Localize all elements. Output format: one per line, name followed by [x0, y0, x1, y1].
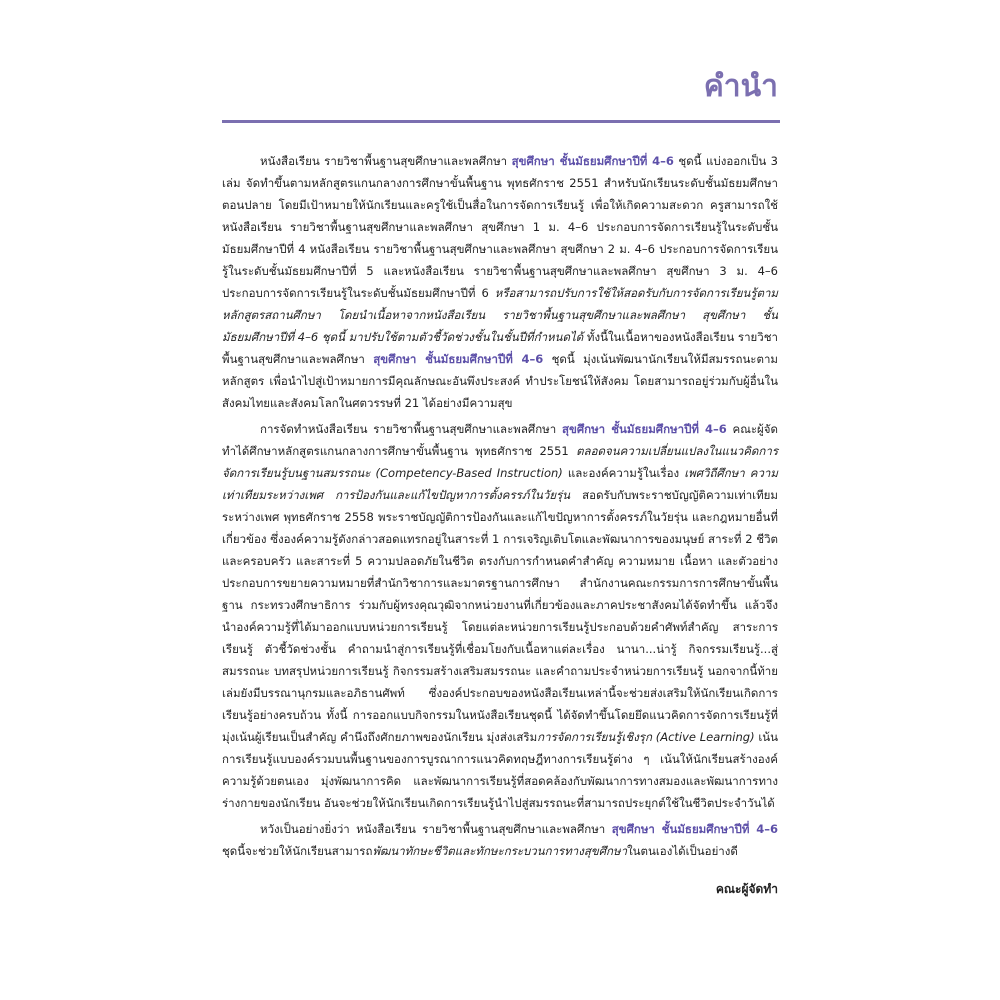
preface-body	[222, 150, 778, 866]
title-divider	[222, 120, 780, 123]
signature: คณะผู้จัดทำ	[715, 882, 778, 896]
text-segment: การจัดการเรียนรู้เชิงรุก (Active Learning)	[537, 730, 755, 744]
paragraph-1	[222, 150, 778, 414]
text-segment: ชุดนี้ แบ่งออกเป็น 3 เล่ม จัดทำขึ้นตามหลักสูตรแกนกลางการศึกษาขั้นพื้นฐาน พุทธศักราช 2551 สำหรับนักเรียนระดับชั้นมัธยมศึกษาตอนปลาย โดยมีเป้าหมายให้นักเรียนและครูใช้เป็นสื่อในการจัดการเรียนรู้ เพื่อให้เกิดความสะดวก ครูสามารถใช้หนังสือเรียน รายวิชาพื้นฐานสุขศึกษาและพลศึกษา สุขศึกษา 1 ม. 4–6 ประกอบการจัดการเรียนรู้ในระดับชั้นมัธยมศึกษาปีที่ 4 หนังสือเรียน รายวิชาพื้นฐานสุขศึกษาและพลศึกษา สุขศึกษา 2 ม. 4–6 ประกอบการจัดการเรียนรู้ในระดับชั้นมัธยมศึกษาปีที่ 5 และหนังสือเรียน รายวิชาพื้นฐานสุขศึกษาและพลศึกษา สุขศึกษา 3 ม. 4–6 ประกอบการจัดการเรียนรู้ในระดับชั้นมัธยมศึกษาปีที่ 6	[222, 154, 778, 300]
text-segment: คณะผู้จัดทำได้ศึกษาหลักสูตรแกนกลางการศึกษาขั้นพื้นฐาน พุทธศักราช 2551	[222, 422, 779, 458]
text-segment: ทั้งนี้ในเนื้อหาของหนังสือเรียน รายวิชาพื้นฐานสุขศึกษาและพลศึกษา	[222, 330, 778, 366]
text-segment: หวังเป็นอย่างยิ่งว่า หนังสือเรียน รายวิชาพื้นฐานสุขศึกษาและพลศึกษา	[260, 822, 612, 836]
text-segment: หนังสือเรียน รายวิชาพื้นฐานสุขศึกษาและพลศึกษา	[260, 154, 512, 168]
text-segment: เน้นการเรียนรู้แบบองค์รวมบนพื้นฐานของการบูรณาการแนวคิดทฤษฎีทางการเรียนรู้ต่าง ๆ เน้นให้นักเรียนสร้างองค์ความรู้ด้วยตนเอง มุ่งพัฒนาการคิด และพัฒนาการเรียนรู้ที่สอดคล้องกับพัฒนาการทางสมองและพัฒนาการทางร่างกายของนักเรียน อันจะช่วยให้นักเรียนเกิดการเรียนรู้นำไปสู่สมรรถนะที่สามารถประยุกต์ใช้ในชีวิตประจำวันได้	[222, 730, 778, 810]
text-segment: ในตนเองได้เป็นอย่างดี	[627, 844, 738, 858]
text-segment: หรือสามารถปรับการใช้ให้สอดรับกับการจัดการเรียนรู้ตามหลักสูตรสถานศึกษา โดยนำเนื้อหาจากหนังสือเรียน รายวิชาพื้นฐานสุขศึกษาและพลศึกษา สุขศึกษา ชั้นมัธยมศึกษาปีที่ 4–6 ชุดนี้ มาปรับใช้ตามตัวชี้วัดช่วงชั้นในชั้นปีที่กำหนดได้	[222, 286, 778, 344]
text-segment: และองค์ความรู้ในเรื่อง	[562, 466, 685, 480]
text-segment: สุขศึกษา ชั้นมัธยมศึกษาปีที่ 4–6	[373, 352, 544, 366]
paragraph-3	[222, 818, 778, 862]
text-segment: เพศวิถีศึกษา ความเท่าเทียมระหว่างเพศ การป้องกันและแก้ไขปัญหาการตั้งครรภ์ในวัยรุ่น	[222, 466, 778, 502]
text-segment: การจัดทำหนังสือเรียน รายวิชาพื้นฐานสุขศึกษาและพลศึกษา	[260, 422, 562, 436]
text-segment: สุขศึกษา ชั้นมัธยมศึกษาปีที่ 4–6	[611, 822, 778, 836]
text-segment: ตลอดจนความเปลี่ยนแปลงในแนวคิดการจัดการเรียนรู้บนฐานสมรรถนะ (Competency-Based Instruction)	[222, 444, 778, 480]
page-title: คำนำ	[703, 69, 778, 104]
text-segment: ชุดนี้ มุ่งเน้นพัฒนานักเรียนให้มีสมรรถนะตามหลักสูตร เพื่อนำไปสู่เป้าหมายการมีคุณลักษณะอันพึงประสงค์ ทำประโยชน์ให้สังคม โดยสามารถอยู่ร่วมกับผู้อื่นในสังคมไทยและสังคมโลกในศตวรรษที่ 21 ได้อย่างมีความสุข	[222, 352, 778, 410]
text-segment: สอดรับกับพระราชบัญญัติความเท่าเทียมระหว่างเพศ พุทธศักราช 2558 พระราชบัญญัติการป้องกันและแก้ไขปัญหาการตั้งครรภ์ในวัยรุ่น และกฎหมายอื่นที่เกี่ยวข้อง ซึ่งองค์ความรู้ดังกล่าวสอดแทรกอยู่ในสาระที่ 1 การเจริญเติบโตและพัฒนาการของมนุษย์ สาระที่ 2 ชีวิตและครอบครัว และสาระที่ 5 ความปลอดภัยในชีวิต ตรงกับการกำหนดคำสำคัญ ความหมาย เนื้อหา และตัวอย่างประกอบการขยายความหมายที่สำนักวิชาการและมาตรฐานการศึกษา สำนักงานคณะกรรมการการศึกษาขั้นพื้นฐาน กระทรวงศึกษาธิการ ร่วมกับผู้ทรงคุณวุฒิจากหน่วยงานที่เกี่ยวข้องและภาคประชาสังคมได้จัดทำขึ้น แล้วจึงนำองค์ความรู้ที่ได้มาออกแบบหน่วยการเรียนรู้ โดยแต่ละหน่วยการเรียนรู้ประกอบด้วยคำศัพท์สำคัญ สาระการเรียนรู้ ตัวชี้วัดช่วงชั้น คำถามนำสู่การเรียนรู้ที่เชื่อมโยงกับเนื้อหาแต่ละเรื่อง นานา...น่ารู้ กิจกรรมเรียนรู้...สู่สมรรถนะ บทสรุปหน่วยการเรียนรู้ กิจกรรมสร้างเสริมสมรรถนะ และคำถามประจำหน่วยการเรียนรู้ นอกจากนี้ท้ายเล่มยังมีบรรณานุกรมและอภิธานศัพท์ ซึ่งองค์ประกอบของหนังสือเรียนเหล่านี้จะช่วยส่งเสริมให้นักเรียนเกิดการเรียนรู้อย่างครบถ้วน ทั้งนี้ การออกแบบกิจกรรมในหนังสือเรียนชุดนี้ ได้จัดทำขึ้นโดยยึดแนวคิดการจัดการเรียนรู้ที่มุ่งเน้นผู้เรียนเป็นสำคัญ คำนึงถึงศักยภาพของนักเรียน มุ่งส่งเสริม	[222, 488, 778, 744]
text-segment: สุขศึกษา ชั้นมัธยมศึกษาปีที่ 4–6	[511, 154, 674, 168]
text-segment: ชุดนี้จะช่วยให้นักเรียนสามารถ	[222, 844, 373, 858]
text-segment: สุขศึกษา ชั้นมัธยมศึกษาปีที่ 4–6	[561, 422, 727, 436]
paragraph-2	[222, 418, 778, 814]
text-segment: พัฒนาทักษะชีวิตและทักษะกระบวนการทางสุขศึกษา	[372, 844, 628, 858]
